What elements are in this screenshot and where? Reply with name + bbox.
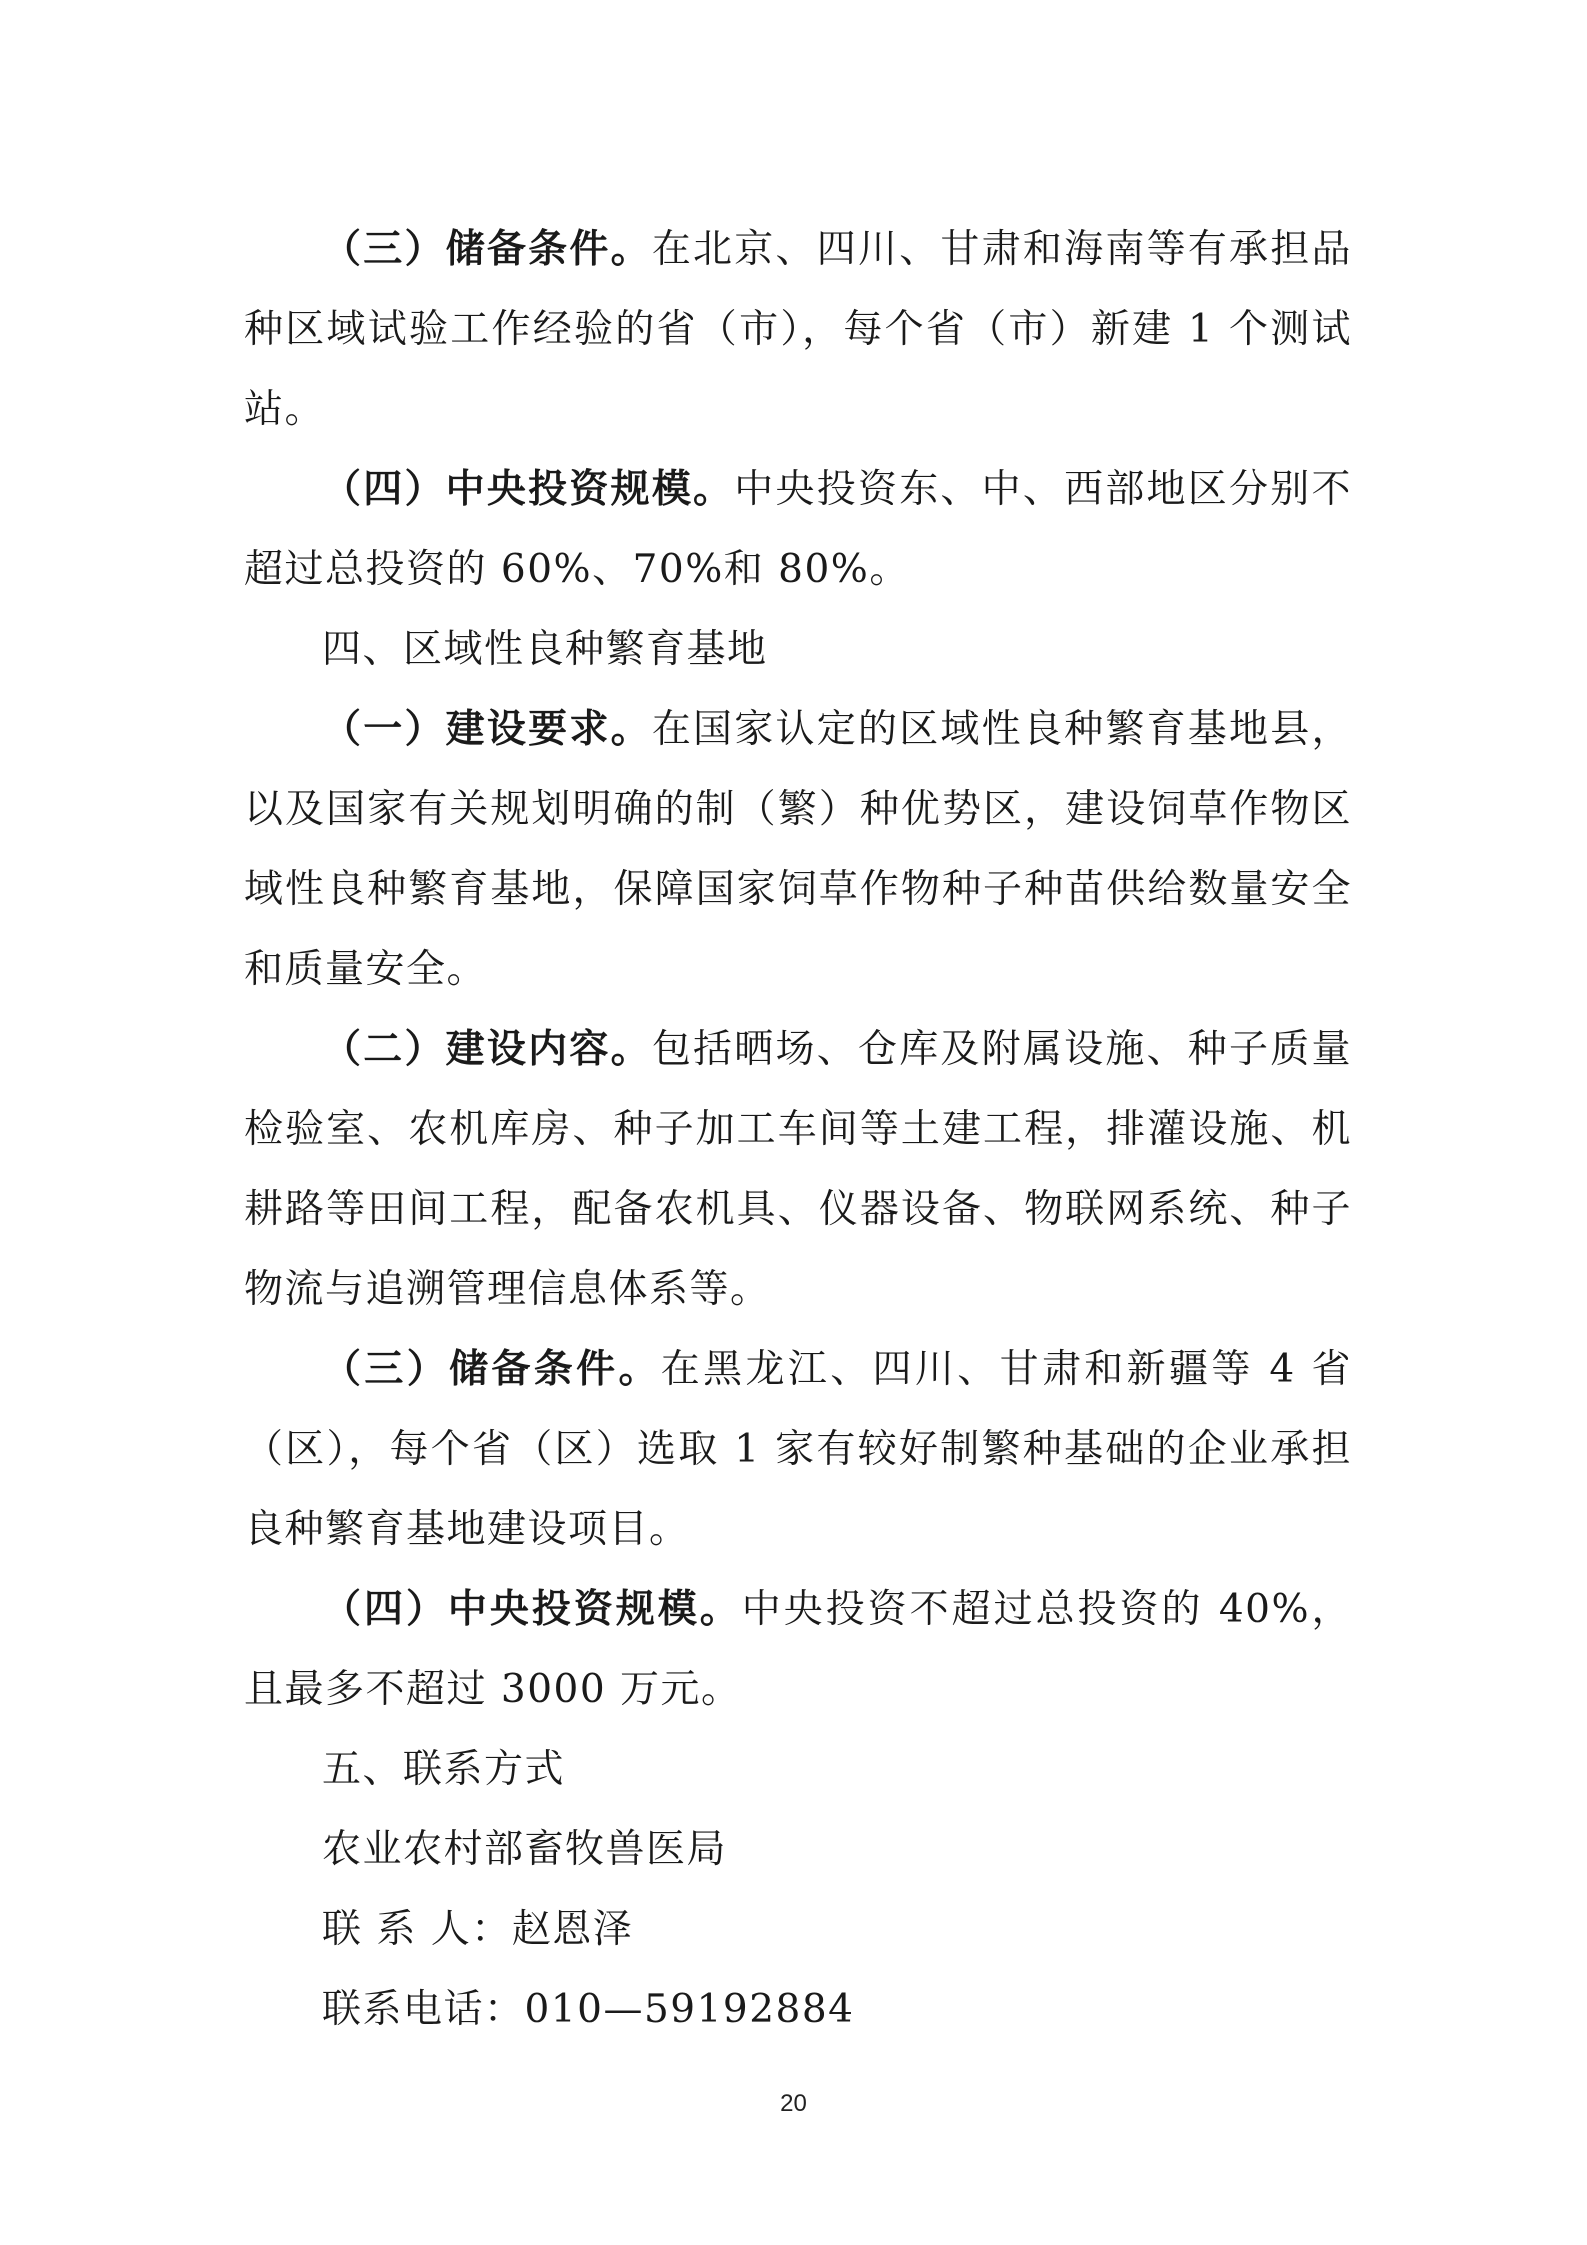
paragraph-lead: （二）建设内容。 <box>322 1027 652 1072</box>
document-body <box>244 210 1352 2050</box>
paragraph-text: 包括晒场、仓库及附属设施、种子质量检验室、农机库房、种子加工车间等土建工程，排灌设施、机耕路等田间工程，配备农机具、仪器设备、物联网系统、种子物流与追溯管理信息体系等。 <box>244 1027 1352 1312</box>
paragraph-text: 在北京、四川、甘肃和海南等有承担品种区域试验工作经验的省（市），每个省（市）新建 1 个测试站。 <box>244 227 1352 432</box>
page-number: 20 <box>780 2090 807 2117</box>
paragraph-text: 在国家认定的区域性良种繁育基地县，以及国家有关规划明确的制（繁）种优势区，建设饲草作物区域性良种繁育基地，保障国家饲草作物种子种苗供给数量安全和质量安全。 <box>244 707 1352 992</box>
contact-person: 联 系 人：赵恩泽 <box>322 1907 634 1952</box>
paragraph-text: 在黑龙江、四川、甘肃和新疆等 4 省（区），每个省（区）选取 1 家有较好制繁种基础的企业承担良种繁育基地建设项目。 <box>244 1347 1352 1552</box>
paragraph-text: 中央投资东、中、西部地区分别不超过总投资的 60%、70%和 80%。 <box>244 467 1352 592</box>
paragraph-central-investment-scale-breeding-base <box>244 1570 1352 1730</box>
paragraph-lead: （四）中央投资规模。 <box>322 467 735 512</box>
section-heading-contact: 五、联系方式 <box>322 1747 566 1792</box>
paragraph-text: 中央投资不超过总投资的 40%，且最多不超过 3000 万元。 <box>244 1587 1352 1712</box>
section-heading-breeding-base: 四、区域性良种繁育基地 <box>322 627 768 672</box>
paragraph-lead: （一）建设要求。 <box>322 707 652 752</box>
paragraph-storage-conditions-test-station <box>244 210 1352 450</box>
contact-department: 农业农村部畜牧兽医局 <box>322 1827 728 1872</box>
contact-phone: 联系电话：010—59192884 <box>322 1987 855 2032</box>
paragraph-lead: （四）中央投资规模。 <box>322 1587 742 1632</box>
paragraph-lead: （三）储备条件。 <box>322 227 652 272</box>
paragraph-lead: （三）储备条件。 <box>322 1347 661 1392</box>
paragraph-construction-content <box>244 1010 1352 1330</box>
paragraph-construction-requirements <box>244 690 1352 1010</box>
paragraph-central-investment-scale-test-station <box>244 450 1352 610</box>
paragraph-storage-conditions-breeding-base <box>244 1330 1352 1570</box>
